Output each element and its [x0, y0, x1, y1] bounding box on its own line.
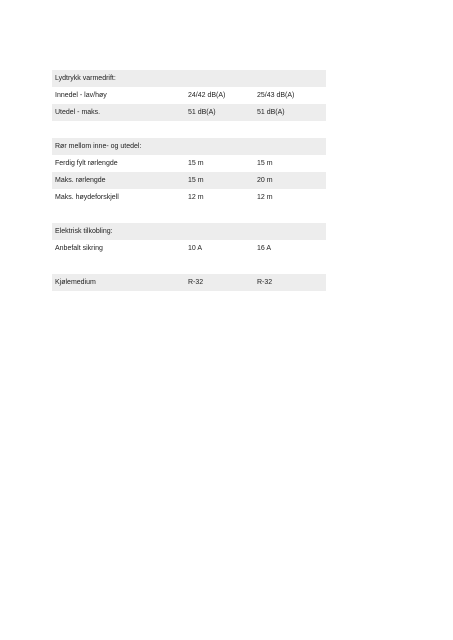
- row-label: Innedel - lav/høy: [55, 92, 107, 99]
- row-value-1: 12 m: [188, 194, 204, 201]
- row-value-2: 16 A: [257, 245, 272, 252]
- row-value-1: 15 m: [188, 160, 204, 167]
- row-label: Ferdig fylt rørlengde: [55, 160, 118, 167]
- section-heading-sound: [52, 70, 326, 87]
- row-value-2: 51 dB(A): [257, 109, 285, 116]
- row-value-1: 51 dB(A): [188, 109, 216, 116]
- row-label: Maks. høydeforskjell: [55, 194, 119, 201]
- row-value-2: R-32: [257, 279, 273, 286]
- row-value-2: 12 m: [257, 194, 273, 201]
- table-row: [52, 155, 326, 172]
- table-row: [52, 189, 326, 206]
- table-row: [52, 87, 326, 104]
- row-value-2: 20 m: [257, 177, 273, 184]
- row-label: Maks. rørlengde: [55, 177, 106, 184]
- row-label: Utedel - maks.: [55, 109, 101, 116]
- row-value-1: 10 A: [188, 245, 203, 252]
- row-value-1: 24/42 dB(A): [188, 92, 226, 99]
- row-value-1: R-32: [188, 279, 204, 286]
- section-heading-pipes: [52, 138, 326, 155]
- table-row: [52, 172, 326, 189]
- section-heading-label: Rør mellom inne- og utedel:: [55, 143, 142, 150]
- row-value-2: 15 m: [257, 160, 273, 167]
- row-value-2: 25/43 dB(A): [257, 92, 295, 99]
- table-row: [52, 104, 326, 121]
- table-row: [52, 274, 326, 291]
- section-heading-electrical: [52, 223, 326, 240]
- table-row: [52, 240, 326, 257]
- section-heading-label: Lydtrykk varmedrift:: [55, 75, 116, 82]
- row-label: Kjølemedium: [55, 279, 96, 286]
- row-label: Anbefalt sikring: [55, 245, 103, 252]
- section-heading-label: Elektrisk tilkobling:: [55, 228, 113, 235]
- row-value-1: 15 m: [188, 177, 204, 184]
